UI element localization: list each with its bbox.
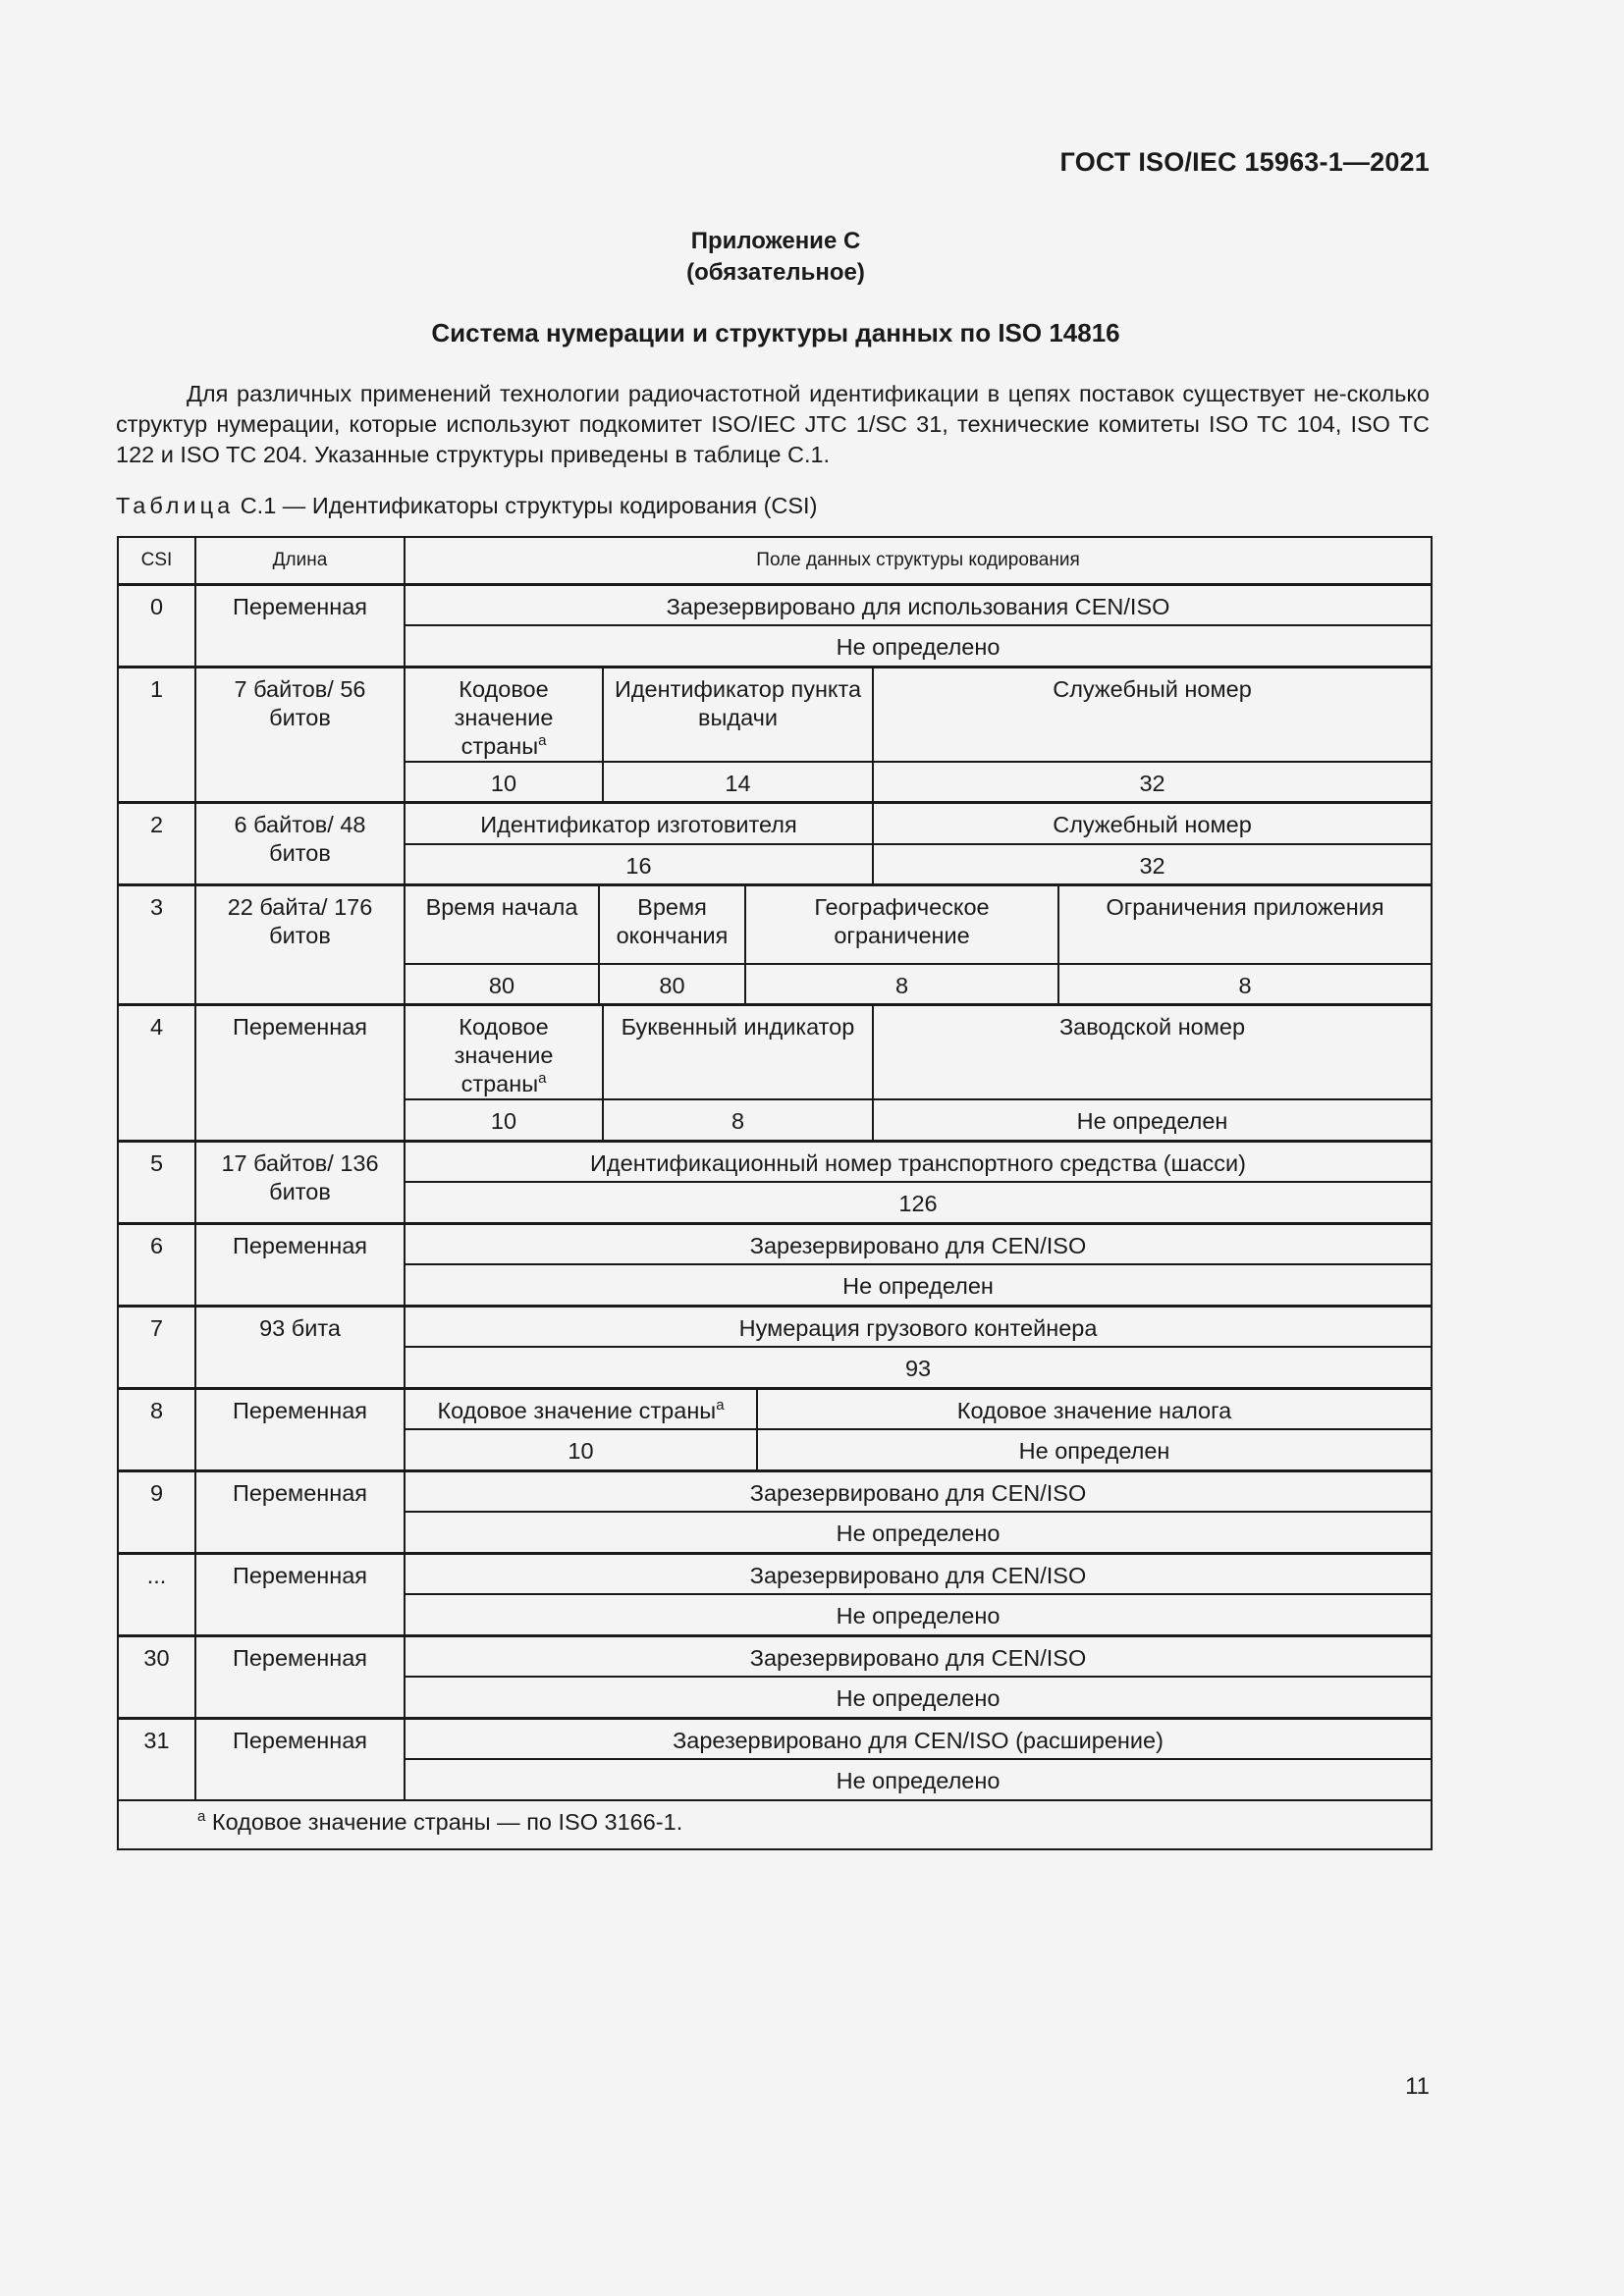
- csi-cell: 31: [118, 1718, 195, 1800]
- bits-cell: 8: [1058, 964, 1432, 1005]
- csi-cell: 3: [118, 885, 195, 1005]
- field-cell: Буквенный индикатор: [603, 1005, 873, 1100]
- section-heading: Система нумерации и структуры данных по ISO 14816: [431, 318, 1120, 347]
- length-cell: Переменная: [195, 1635, 405, 1718]
- table-row: [118, 1141, 1432, 1182]
- field-cell: Зарезервировано для использования CEN/ISO: [405, 584, 1432, 625]
- length-cell: Переменная: [195, 1718, 405, 1800]
- table-caption: [116, 493, 817, 519]
- bits-cell: Не определен: [757, 1429, 1432, 1470]
- csi-cell: 30: [118, 1635, 195, 1718]
- csi-cell: 9: [118, 1470, 195, 1553]
- field-cell: Время окончания: [599, 885, 745, 964]
- bits-cell: 126: [405, 1182, 1432, 1223]
- bits-cell: Не определено: [405, 1759, 1432, 1800]
- bits-cell: Не определен: [405, 1264, 1432, 1306]
- header-csi: CSI: [118, 537, 195, 584]
- field-text: Кодовое значение страны: [454, 675, 554, 759]
- caption-prefix: Таблица: [116, 493, 235, 518]
- field-cell: Служебный номер: [873, 667, 1432, 762]
- bits-cell: 80: [405, 964, 599, 1005]
- bits-cell: 32: [873, 844, 1432, 885]
- footnote-row: [118, 1800, 1432, 1849]
- bits-cell: 10: [405, 1429, 757, 1470]
- field-cell: Нумерация грузового контейнера: [405, 1306, 1432, 1347]
- footnote-text: Кодовое значение страны — по ISO 3166-1.: [211, 1809, 683, 1835]
- table-row: [118, 1306, 1432, 1347]
- footnote-ref: a: [538, 1070, 547, 1087]
- length-cell: Переменная: [195, 1005, 405, 1142]
- footnote-mark: a: [197, 1808, 206, 1825]
- document-code: ГОСТ ISO/IEC 15963-1—2021: [1059, 147, 1430, 177]
- field-cell: [405, 1005, 603, 1100]
- csi-cell: 7: [118, 1306, 195, 1388]
- table-header-row: [118, 537, 1432, 584]
- length-cell: 6 байтов/ 48 битов: [195, 803, 405, 885]
- header-length: Длина: [195, 537, 405, 584]
- field-cell: Идентификационный номер транспортного средства (шасси): [405, 1141, 1432, 1182]
- field-cell: Зарезервировано для CEN/ISO: [405, 1470, 1432, 1512]
- field-cell: Идентификатор пункта выдачи: [603, 667, 873, 762]
- length-cell: 17 байтов/ 136 битов: [195, 1141, 405, 1223]
- bits-cell: Не определено: [405, 1594, 1432, 1635]
- field-cell: Зарезервировано для CEN/ISO: [405, 1223, 1432, 1264]
- length-cell: Переменная: [195, 1470, 405, 1553]
- csi-cell: ...: [118, 1553, 195, 1635]
- field-cell: Ограничения приложения: [1058, 885, 1432, 964]
- table-row: [118, 1388, 1432, 1429]
- table-row: [118, 1718, 1432, 1759]
- header-data-field: Поле данных структуры кодирования: [405, 537, 1432, 584]
- length-cell: Переменная: [195, 1388, 405, 1470]
- table-row: [118, 584, 1432, 625]
- table-row: [118, 1470, 1432, 1512]
- annex-title: Приложение С: [690, 228, 861, 254]
- bits-cell: 8: [745, 964, 1058, 1005]
- table-row: [118, 1635, 1432, 1677]
- bits-cell: 16: [405, 844, 873, 885]
- field-cell: [405, 667, 603, 762]
- length-cell: 93 бита: [195, 1306, 405, 1388]
- field-text: Кодовое значение страны: [437, 1397, 717, 1423]
- field-cell: Кодовое значение налога: [757, 1388, 1432, 1429]
- table-row: [118, 885, 1432, 964]
- table-row: [118, 803, 1432, 844]
- bits-cell: 14: [603, 762, 873, 803]
- csi-cell: 0: [118, 584, 195, 667]
- bits-cell: Не определено: [405, 1677, 1432, 1718]
- field-cell: Зарезервировано для CEN/ISO: [405, 1635, 1432, 1677]
- length-cell: Переменная: [195, 1223, 405, 1306]
- length-cell: 22 байта/ 176 битов: [195, 885, 405, 1005]
- field-cell: Зарезервировано для CEN/ISO (расширение): [405, 1718, 1432, 1759]
- bits-cell: Не определен: [873, 1099, 1432, 1141]
- bits-cell: 10: [405, 762, 603, 803]
- intro-paragraph: Для различных применений технологии радиочастотной идентификации в цепях поставок существует не-сколько структур нумерации, которые используют подкомитет ISO/IEC JTC 1/SC 31, технические комитеты ISO TC 104, ISO TC 122 и ISO TC 204. Указанные структуры приведены в таблице С.1.: [116, 381, 1430, 467]
- field-cell: Идентификатор изготовителя: [405, 803, 873, 844]
- bits-cell: 32: [873, 762, 1432, 803]
- table-row: [118, 1005, 1432, 1100]
- csi-table: [117, 536, 1433, 1850]
- table-row: [118, 1553, 1432, 1594]
- csi-cell: 6: [118, 1223, 195, 1306]
- field-cell: [405, 1388, 757, 1429]
- field-cell: Заводской номер: [873, 1005, 1432, 1100]
- bits-cell: 93: [405, 1347, 1432, 1388]
- bits-cell: 80: [599, 964, 745, 1005]
- annex-status: (обязательное): [686, 259, 865, 286]
- field-cell: Зарезервировано для CEN/ISO: [405, 1553, 1432, 1594]
- length-cell: Переменная: [195, 1553, 405, 1635]
- csi-cell: 1: [118, 667, 195, 803]
- table-row: [118, 667, 1432, 762]
- field-text: Кодовое значение страны: [454, 1014, 554, 1096]
- footnote-ref: a: [716, 1396, 725, 1414]
- csi-cell: 5: [118, 1141, 195, 1223]
- length-cell: Переменная: [195, 584, 405, 667]
- caption-text: С.1 — Идентификаторы структуры кодирования (CSI): [240, 493, 818, 518]
- csi-cell: 4: [118, 1005, 195, 1142]
- csi-cell: 8: [118, 1388, 195, 1470]
- bits-cell: Не определено: [405, 1512, 1432, 1553]
- field-cell: Время начала: [405, 885, 599, 964]
- page-number: 11: [1405, 2073, 1430, 2100]
- field-cell: Географическое ограничение: [745, 885, 1058, 964]
- csi-cell: 2: [118, 803, 195, 885]
- bits-cell: 8: [603, 1099, 873, 1141]
- table-row: [118, 1223, 1432, 1264]
- length-cell: 7 байтов/ 56 битов: [195, 667, 405, 803]
- bits-cell: Не определено: [405, 625, 1432, 667]
- bits-cell: 10: [405, 1099, 603, 1141]
- field-cell: Служебный номер: [873, 803, 1432, 844]
- footnote-cell: [118, 1800, 1432, 1849]
- footnote-ref: a: [538, 731, 547, 749]
